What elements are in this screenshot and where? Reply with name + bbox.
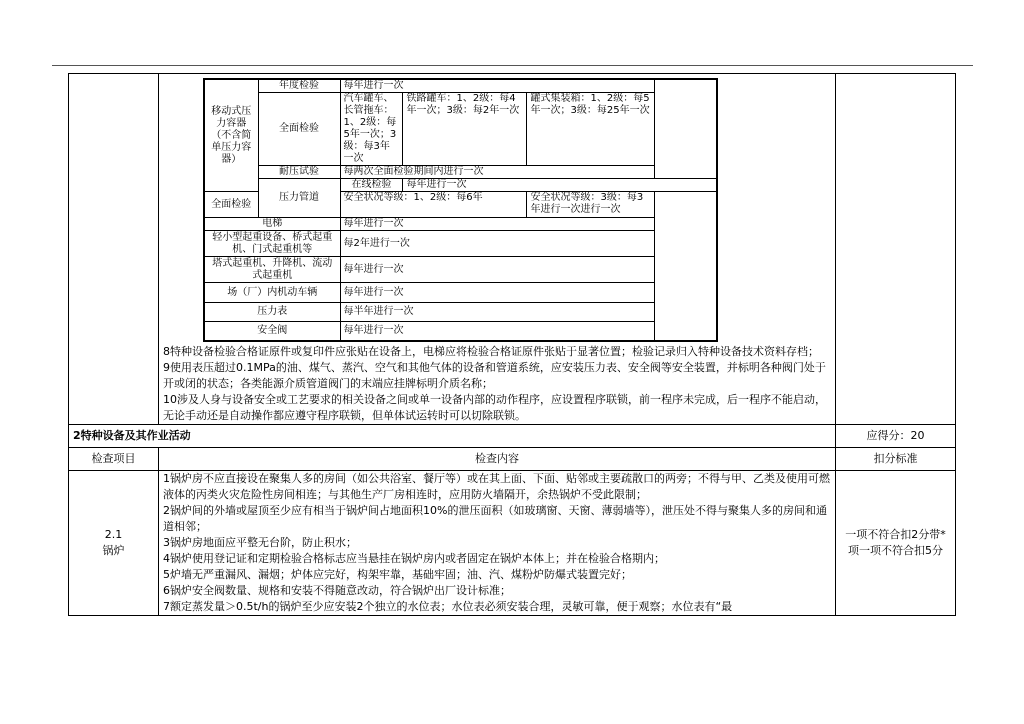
equipment-label: 场（厂）内机动车辆 [204,283,340,303]
rule-item: 10涉及人身与设备安全或工艺要求的相关设备之间或单一设备内部的动作程序，应设置程序联锁，前一程序未完成，后一程序不能启动，无论手动还是自动操作都应遵守程序联锁，但单体试运转时可以切除联锁。 [163,392,826,422]
boiler-item-cell [69,470,159,615]
boiler-deduction: 一项不符合扣2分带*项一项不符合扣5分 [836,470,956,615]
vessel-full-inspection-rail-tank: 铁路罐车：1、2级：每4年一次；3级：每2年一次 [403,93,527,166]
top-rule [52,65,973,66]
rule-item: 1锅炉房不应直接设在聚集人多的房间（如公共浴室、餐厅等）或在其上面、下面、贴邻或主要疏散口的两旁；不得与甲、乙类及使用可燃液体的丙类火灾危险性房间相连；与其他生产厂房相连时，应用防火墙隔开，余热锅炉不受此限制； [163,471,830,501]
vessel-full-inspection-container: 罐式集装箱：1、2级：每5年一次；3级：每25年一次 [527,93,654,166]
rule-item: 6锅炉安全阀数量、规格和安装不得随意改动，符合锅炉出厂设计标准； [163,583,511,597]
rule-item: 4锅炉使用登记证和定期检验合格标志应当悬挂在锅炉房内或者固定在锅炉本体上；并在检验合格期内； [163,551,665,565]
item-number: 2.1 [104,527,123,541]
empty-item-cell [69,74,159,425]
pipeline-full-inspection-label: 全面检验 [204,192,258,218]
boiler-content-cell [159,470,836,615]
section-row [69,424,956,447]
annual-inspection-value: 每年进行一次 [340,79,654,93]
equipment-cycle: 每年进行一次 [340,283,654,303]
pressure-test-value: 每两次全面检验期间内进行一次 [340,166,654,179]
pressure-test-label: 耐压试验 [258,166,340,179]
rule-item: 7额定蒸发量＞0.5t/h的锅炉至少应安装2个独立的水位表；水位表必须安装合理，灵敏可靠，便于观察；水位表有“最 [163,599,733,613]
section-score: 应得分：20 [836,424,956,447]
pipeline-full-inspection-b: 安全状况等级：3级：每3年进行一次进行一次 [527,192,654,218]
rule-item: 9使用表压超过0.1MPa的油、煤气、蒸汽、空气和其他气体的设备和管道系统，应安装压力表、安全阀等安全装置，并标明各种阀门处于开或闭的状态；各类能源介质管道阀门的末端应挂牌标明介质名称； [163,360,826,390]
vessel-full-inspection-tank-truck: 汽车罐车、长管拖车：1、2级：每5年一次；3级：每3年一次 [340,93,403,166]
equipment-cycle: 每年进行一次 [340,322,654,341]
header-content: 检查内容 [159,447,836,470]
pipeline-full-inspection-a: 安全状况等级：1、2级：每6年 [340,192,527,218]
section-title: 2特种设备及其作业活动 [69,424,836,447]
mobile-vessel-group: 移动式压力容器（不含简单压力容器） [204,79,258,192]
header-row [69,447,956,470]
online-inspection-value: 每年进行一次 [403,179,717,192]
continued-row [69,74,956,425]
continued-content-cell [159,74,836,425]
equipment-cycle: 每半年进行一次 [340,303,654,322]
equipment-label: 轻小型起重设备、桥式起重机、门式起重机等 [204,231,340,257]
header-item: 检查项目 [69,447,159,470]
pipeline-group: 压力管道 [258,179,340,218]
rule-item: 5炉墙无严重漏风、漏烟；炉体应完好，构架牢靠，基础牢固；油、汽、煤粉炉防爆式装置完好； [163,567,632,581]
equipment-cycle: 每2年进行一次 [340,231,654,257]
equipment-label: 安全阀 [204,322,340,341]
equipment-cycle: 每年进行一次 [340,257,654,283]
inspection-cycle-table [203,78,718,342]
rule-item: 8特种设备检验合格证原件或复印件应张贴在设备上，电梯应将检验合格证原件张贴于显著位置；检验记录归入特种设备技术资料存档； [163,344,819,358]
empty-deduction-cell [836,74,956,425]
inspection-table [68,73,956,616]
equipment-cycle: 每年进行一次 [340,218,654,231]
equipment-label: 压力表 [204,303,340,322]
vessel-full-inspection-label: 全面检验 [258,93,340,166]
boiler-row [69,470,956,615]
rule-item: 2锅炉间的外墙或屋顶至少应有相当于锅炉间占地面积10%的泄压面积（如玻璃窗、天窗、薄弱墙等），泄压处不得与聚集人多的房间和通道相邻； [163,503,827,533]
equipment-label: 塔式起重机、升降机、流动式起重机 [204,257,340,283]
online-inspection-label: 在线检验 [340,179,403,192]
item-name: 锅炉 [102,543,125,557]
annual-inspection-label: 年度检验 [258,79,340,93]
equipment-label: 电梯 [204,218,340,231]
header-deduction: 扣分标准 [836,447,956,470]
rule-item: 3锅炉房地面应平整无台阶，防止积水； [163,535,357,549]
